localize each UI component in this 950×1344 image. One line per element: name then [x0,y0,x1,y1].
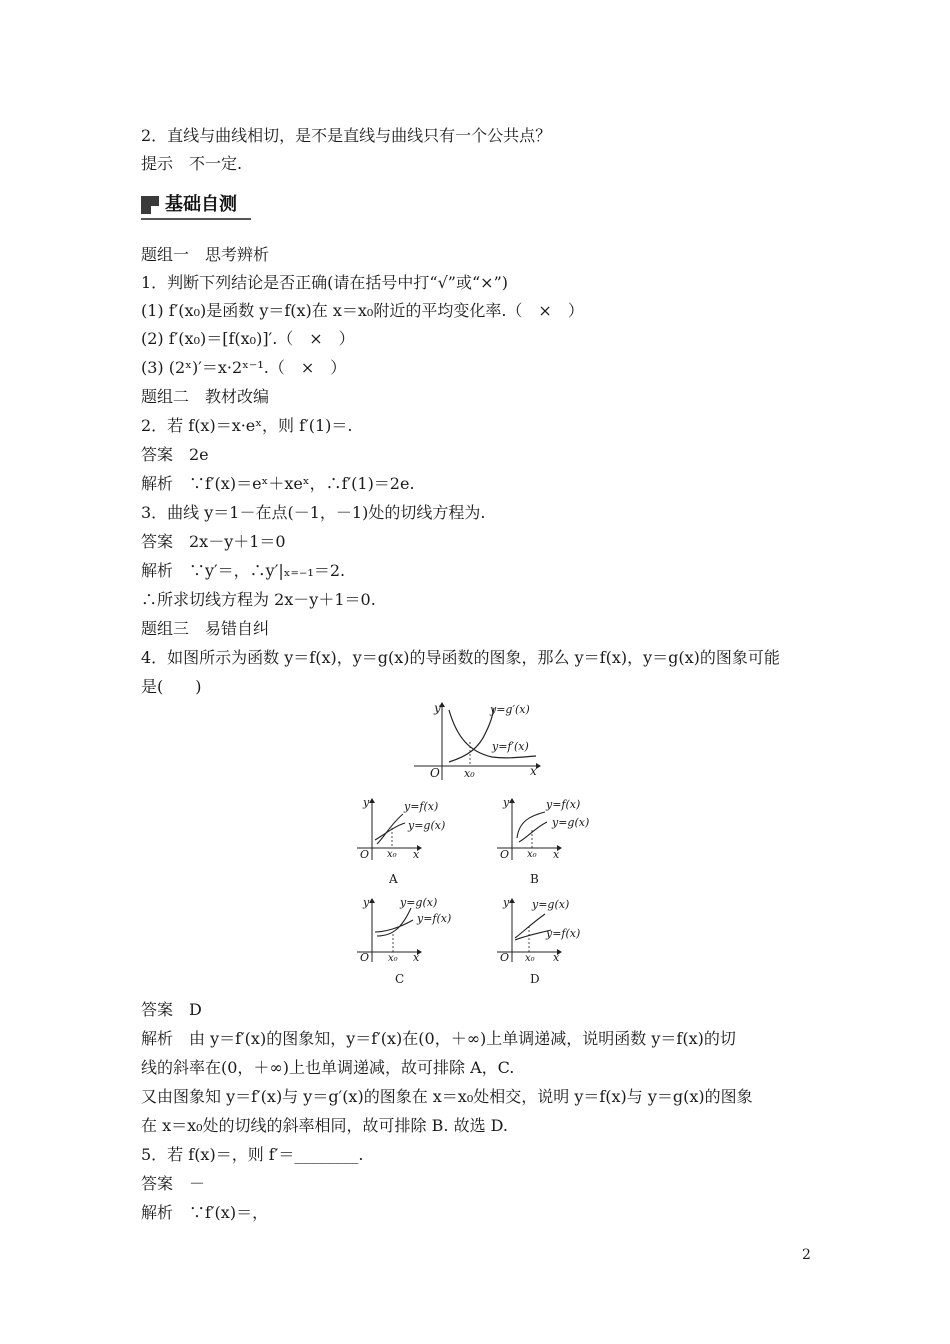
group-1-heading: 题组一 思考辨析 [141,245,270,264]
section-underline [141,218,251,220]
option-c-x0-label: x₀ [388,953,398,964]
question-2-intro: 2．直线与曲线相切，是不是直线与曲线只有一个公共点？ [141,126,552,145]
section-title: 基础自测 [165,194,237,215]
option-c-y-axis-label: y [363,896,370,909]
option-c-top-label: y=g(x) [400,896,438,909]
option-b-top-label: y=f(x) [546,798,581,811]
main-x-axis-label: x [530,764,537,778]
option-a-bottom-label: y=g(x) [408,819,446,832]
problem-1-item-3: (3) (2ˣ)′＝x·2ˣ⁻¹.（ × ） [141,358,347,377]
problem-1-stem: 1．判断下列结论是否正确(请在括号中打“√”或“×”) [141,273,508,292]
problem-2-answer: 答案 2e [141,445,209,464]
section-header [141,193,251,221]
problem-2-analysis: 解析 ∵f′(x)＝eˣ＋xeˣ，∴f′(1)＝2e. [141,474,415,493]
option-d-top-label: y=g(x) [532,898,570,911]
option-b-x0-label: x₀ [527,849,537,860]
main-origin-label: O [430,766,440,780]
option-d-origin-label: O [500,951,510,964]
group-2-heading: 题组二 教材改编 [141,387,270,406]
option-d-figure[interactable] [495,896,595,986]
problem-3-stem: 3．曲线 y＝1－在点(－1，－1)处的切线方程为. [141,503,486,522]
problem-4-stem-line-1: 4．如图所示为函数 y＝f(x)，y＝g(x)的导函数的图象，那么 y＝f(x)，y＝g(x)的图象可能 [141,648,780,667]
option-a-y-axis-label: y [363,796,370,809]
section-marker-icon [141,196,159,214]
option-a-letter: A [389,872,398,886]
problem-5-analysis: 解析 ∵f′(x)＝， [141,1203,269,1222]
problem-3-conclusion: ∴所求切线方程为 2x－y＋1＝0. [141,590,376,609]
option-b-x-axis-label: x [553,848,560,861]
problem-5-stem: 5．若 f(x)＝，则 f′＝________. [141,1145,364,1164]
problem-4-analysis-line-2: 线的斜率在(0，＋∞)上也单调递减，故可排除 A，C. [141,1058,515,1077]
problem-4-analysis-line-1: 解析 由 y＝f′(x)的图象知，y＝f′(x)在(0，＋∞)上单调递减，说明函数 y＝f(x)的切 [141,1029,736,1048]
problem-4-stem-line-2: 是( ) [141,677,202,696]
problem-2-stem: 2．若 f(x)＝x·eˣ，则 f′(1)＝. [141,416,353,435]
option-d-x-axis-label: x [553,951,560,964]
option-b-figure[interactable] [495,796,595,886]
curve-g-prime-label: y=g′(x) [490,703,530,716]
page-number: 2 [802,1247,811,1263]
option-d-x0-label: x₀ [525,953,535,964]
option-c-origin-label: O [360,951,370,964]
problem-4-answer: 答案 D [141,1000,202,1019]
group-3-heading: 题组三 易错自纠 [141,619,270,638]
option-c-x-axis-label: x [413,951,420,964]
problem-1-item-2: (2) f′(x₀)＝[f(x₀)]′.（ × ） [141,329,355,348]
problem-3-answer: 答案 2x－y＋1＝0 [141,532,286,551]
problem-4-analysis-line-3: 又由图象知 y＝f′(x)与 y＝g′(x)的图象在 x＝x₀处相交，说明 y＝f(x)与 y＝g(x)的图象 [141,1087,753,1106]
option-d-y-axis-label: y [503,896,510,909]
option-c-figure[interactable] [355,896,455,986]
problem-1-item-1: (1) f′(x₀)是函数 y＝f(x)在 x＝x₀附近的平均变化率.（ × ） [141,301,584,320]
option-b-y-axis-label: y [503,796,510,809]
main-y-axis-label: y [434,701,441,715]
hint-2: 提示 不一定. [141,154,243,173]
option-a-top-label: y=f(x) [404,800,439,813]
problem-5-answer: 答案 － [141,1174,206,1193]
problem-3-analysis: 解析 ∵y′＝，∴y′|ₓ₌₋₁＝2. [141,561,346,580]
derivative-graph-figure [412,700,542,782]
option-a-figure[interactable] [355,796,455,886]
option-c-bottom-label: y=f(x) [417,912,452,925]
option-d-bottom-label: y=f(x) [546,927,581,940]
problem-4-analysis-line-4: 在 x＝x₀处的切线的斜率相同，故可排除 B. 故选 D. [141,1116,508,1135]
option-b-bottom-label: y=g(x) [552,816,590,829]
option-a-x0-label: x₀ [387,849,397,860]
option-a-x-axis-label: x [413,848,420,861]
curve-f-prime-label: y=f′(x) [492,740,529,753]
option-b-origin-label: O [500,848,510,861]
option-c-letter: C [395,972,405,986]
option-a-origin-label: O [360,848,370,861]
main-x0-label: x₀ [464,767,475,780]
option-d-letter: D [530,972,540,986]
option-b-letter: B [530,872,539,886]
